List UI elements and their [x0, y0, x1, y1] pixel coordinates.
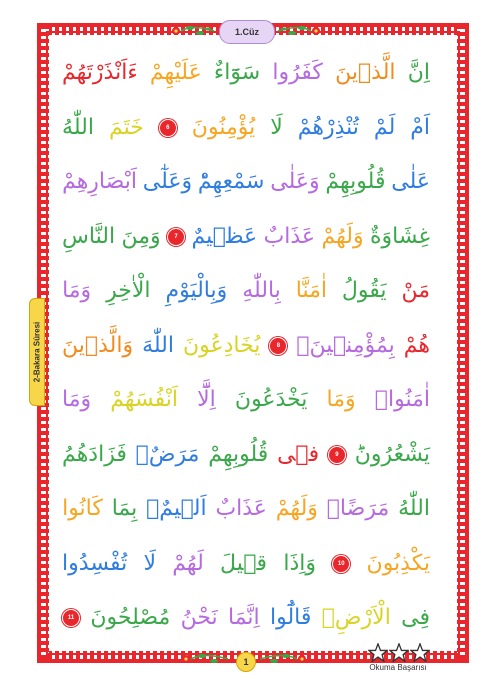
flower-vine-icon	[178, 650, 230, 668]
surah-tab-label: 2-Bakara Sûresi	[32, 321, 42, 383]
arabic-word: مَرَضًاۚ	[326, 496, 390, 521]
arabic-word: الَّذٖينَ	[335, 60, 396, 85]
arabic-word: عَظٖيمٌ	[191, 223, 258, 249]
arabic-word: تُفْسِدُوا	[62, 550, 128, 576]
arabic-word: اللّٰهَ	[142, 332, 174, 358]
arabic-word: اَبْصَارِهِمْ	[62, 169, 137, 194]
arabic-word: لَا	[143, 550, 157, 576]
arabic-word: عَذَابٌ	[263, 223, 316, 249]
arabic-word: الْاَرْضِۙ	[321, 605, 391, 630]
arabic-word: يَكْذِبُونَ	[366, 550, 430, 576]
arabic-word: عَلٰى	[391, 169, 430, 194]
arabic-word: خَتَمَ	[108, 114, 144, 140]
arabic-word: لَمْ	[373, 114, 396, 140]
arabic-word: وَاِذَا	[283, 550, 316, 576]
arabic-word: اٰمَنَّا	[295, 278, 327, 303]
verse-line	[62, 211, 430, 263]
arabic-word: يُخَادِعُونَ	[182, 332, 261, 358]
flower-vine-icon	[168, 22, 216, 40]
star-icon[interactable]	[368, 643, 388, 662]
arabic-word: وَمَا	[62, 387, 92, 412]
verse-line	[62, 265, 430, 317]
arabic-word: اللّٰهُ	[62, 114, 94, 140]
star-icon[interactable]	[410, 643, 430, 662]
reading-success	[366, 643, 430, 677]
arabic-word: وَمَا	[326, 387, 356, 412]
arabic-word: قُلُوبِهِمْ	[325, 169, 386, 194]
arabic-word: بِاللّٰهِ	[242, 278, 281, 303]
juz-badge: 1.Cüz	[219, 20, 275, 44]
bottom-right-ornament	[258, 650, 310, 668]
arabic-word: وَلَهُمْ	[275, 496, 318, 521]
arabic-word: بِمُؤْمِنٖينَۘ	[296, 332, 395, 358]
flower-vine-icon	[258, 650, 310, 668]
top-left-ornament	[168, 22, 216, 40]
verse-line	[62, 483, 430, 535]
arabic-word: فَزَادَهُمُ	[62, 441, 127, 467]
page-number: 1	[236, 652, 256, 672]
arabic-word: وَالَّذٖينَ	[62, 332, 134, 358]
arabic-word: يَخْدَعُونَ	[234, 387, 308, 412]
arabic-word: اِنَّ	[407, 60, 430, 85]
arabic-word: يُؤْمِنُونَ	[191, 114, 256, 140]
verse-number-marker: 6	[159, 119, 177, 137]
arabic-word: وَبِالْيَوْمِ	[165, 278, 228, 303]
verse-number-marker: 10	[332, 555, 350, 573]
arabic-word: كَانُوا	[62, 496, 103, 521]
verse-line	[62, 47, 430, 99]
arabic-word: وَمَا	[62, 278, 92, 303]
arabic-word: اَنْفُسَهُمْ	[110, 387, 179, 412]
arabic-word: بِمَا	[111, 496, 138, 521]
arabic-word: فِى	[401, 605, 430, 630]
arabic-word: اللّٰهُ	[398, 496, 430, 521]
verse-line	[62, 156, 430, 208]
verse-line	[62, 102, 430, 154]
arabic-word: اٰمَنُواۚ	[374, 387, 430, 412]
arabic-word: فٖى	[277, 441, 320, 467]
arabic-word: سَمْعِهِمْؕ	[197, 169, 265, 194]
verse-line	[62, 320, 430, 372]
arabic-word: مَنْ	[401, 278, 430, 303]
arabic-word: غِشَاوَةٌ	[370, 223, 430, 249]
arabic-word: النَّاسِ	[62, 223, 116, 249]
verse-number-marker: 8	[269, 337, 287, 355]
verse-line	[62, 429, 430, 481]
flower-vine-icon	[276, 22, 324, 40]
success-label: Okuma Başarısı	[369, 663, 427, 672]
arabic-word: وَعَلٰٓى	[142, 169, 193, 194]
arabic-word: وَمِنَ	[121, 223, 161, 249]
arabic-word: ءَاَنْذَرْتَهُمْ	[62, 60, 138, 85]
arabic-word: قٖيلَ	[220, 550, 268, 576]
arabic-word: اَمْ	[410, 114, 430, 140]
arabic-word: لَا	[270, 114, 283, 140]
arabic-word: يَقُولُ	[341, 278, 387, 303]
arabic-word: اَلٖيمٌۙ	[146, 496, 207, 521]
arabic-word: مُصْلِحُونَ	[90, 605, 171, 630]
verse-line	[62, 592, 430, 644]
arabic-word: اِنَّمَا	[227, 605, 260, 630]
quran-text-area	[62, 47, 430, 645]
bottom-left-ornament	[178, 650, 230, 668]
surah-tab	[29, 298, 45, 406]
arabic-word: تُنْذِرْهُمْ	[297, 114, 359, 140]
arabic-word: عَذَابٌ	[215, 496, 267, 521]
verse-number-marker: 11	[62, 609, 80, 627]
arabic-word: وَعَلٰى	[270, 169, 320, 194]
star-icon[interactable]	[389, 643, 409, 662]
arabic-word: عَلَيْهِمْ	[149, 60, 202, 85]
success-stars	[368, 643, 430, 662]
arabic-word: هُمْ	[403, 332, 430, 358]
verse-number-marker: 7	[167, 228, 185, 246]
arabic-word: وَلَهُمْ	[321, 223, 364, 249]
top-right-ornament	[276, 22, 324, 40]
verse-line	[62, 374, 430, 426]
arabic-word: سَوَٓاءٌ	[213, 60, 261, 85]
verse-number-marker: 9	[328, 446, 346, 464]
arabic-word: يَشْعُرُونَؕ	[354, 441, 430, 467]
arabic-word: نَحْنُ	[180, 605, 218, 630]
arabic-word: قُلُوبِهِمْ	[208, 441, 269, 467]
arabic-word: لَهُمْ	[172, 550, 204, 576]
arabic-word: مَرَضٌۙ	[135, 441, 200, 467]
arabic-word: الْاٰخِرِ	[106, 278, 151, 303]
verse-line	[62, 538, 430, 590]
arabic-word: قَالُٓوا	[269, 605, 312, 630]
arabic-word: اِلَّٓا	[197, 387, 216, 412]
arabic-word: كَفَرُوا	[272, 60, 323, 85]
